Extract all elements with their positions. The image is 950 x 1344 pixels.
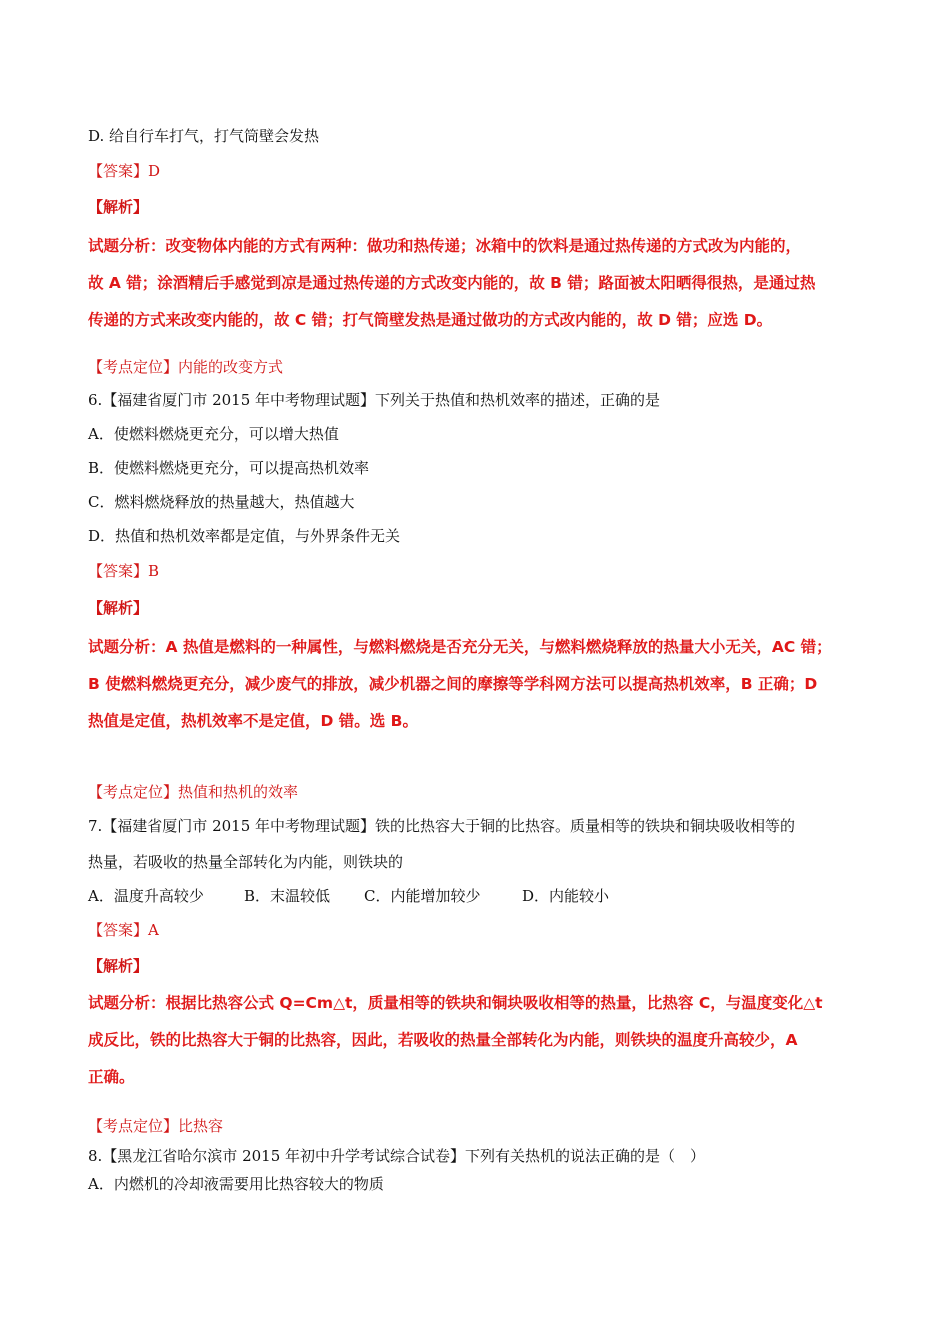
q5-answer: 【答案】D <box>88 162 161 180</box>
q6-analysis-title: 【解析】 <box>88 599 149 617</box>
q7-analysis-line: 成反比，铁的比热容大于铜的比热容，因此，若吸收的热量全部转化为内能，则铁块的温度升高较少，A <box>88 1031 798 1049</box>
q6-option: D．热值和热机效率都是定值，与外界条件无关 <box>88 527 401 545</box>
q5-analysis <box>88 228 878 339</box>
q5-analysis-title: 【解析】 <box>88 198 149 216</box>
q7-analysis-line: 正确。 <box>88 1068 135 1086</box>
q6-stem: 6.【福建省厦门市 2015 年中考物理试题】下列关于热值和热机效率的描述，正确的是 <box>88 391 661 409</box>
q8-stem: 8.【黑龙江省哈尔滨市 2015 年初中升学考试综合试卷】下列有关热机的说法正确的是（ ） <box>88 1147 706 1165</box>
q7-option: B．末温较低 <box>244 887 331 905</box>
q7-option: A．温度升高较少 <box>88 887 204 905</box>
q6-option: B．使燃料燃烧更充分，可以提高热机效率 <box>88 459 370 477</box>
q6-topic: 【考点定位】热值和热机的效率 <box>88 783 299 801</box>
q7-analysis <box>88 985 878 1096</box>
q5-topic: 【考点定位】内能的改变方式 <box>88 358 284 376</box>
q7-options <box>88 886 609 906</box>
q5-analysis-line: 试题分析：改变物体内能的方式有两种：做功和热传递；冰箱中的饮料是通过热传递的方式改为内能的， <box>88 237 802 255</box>
q7-stem-line1: 7.【福建省厦门市 2015 年中考物理试题】铁的比热容大于铜的比热容。质量相等的铁块和铜块吸收相等的 <box>88 817 796 835</box>
q5-analysis-line: 传递的方式来改变内能的，故 C 错；打气筒壁发热是通过做功的方式改内能的，故 D 错；应选 D。 <box>88 311 773 329</box>
q7-topic: 【考点定位】比热容 <box>88 1117 224 1135</box>
q6-option: C．燃料燃烧释放的热量越大，热值越大 <box>88 493 355 511</box>
q7-option: D．内能较小 <box>522 887 610 905</box>
q7-option: C．内能增加较少 <box>364 887 481 905</box>
q5-analysis-line: 故 A 错；涂酒精后手感觉到凉是通过热传递的方式改变内能的，故 B 错；路面被太阳晒得很热，是通过热 <box>88 274 816 292</box>
q6-option: A．使燃料燃烧更充分，可以增大热值 <box>88 425 339 443</box>
q7-analysis-title: 【解析】 <box>88 957 149 975</box>
q7-stem-line2: 热量，若吸收的热量全部转化为内能，则铁块的 <box>88 853 404 871</box>
q6-analysis-line: 试题分析：A 热值是燃料的一种属性，与燃料燃烧是否充分无关，与燃料燃烧释放的热量大小无关，AC 错； <box>88 638 832 656</box>
q7-analysis-line: 试题分析：根据比热容公式 Q=Cm△t，质量相等的铁块和铜块吸收相等的热量，比热容 C，与温度变化△t <box>88 994 823 1012</box>
q8-option-a: A．内燃机的冷却液需要用比热容较大的物质 <box>88 1175 384 1193</box>
q7-answer: 【答案】A <box>88 921 159 939</box>
q5-option-d: D. 给自行车打气，打气筒壁会发热 <box>88 127 320 145</box>
q6-answer: 【答案】B <box>88 562 160 580</box>
q6-analysis-line: 热值是定值，热机效率不是定值，D 错。选 B。 <box>88 712 418 730</box>
q6-analysis-line: B 使燃料燃烧更充分，减少废气的排放，减少机器之间的摩擦等学科网方法可以提高热机效率，B 正确；D <box>88 675 818 693</box>
q6-analysis <box>88 629 878 740</box>
